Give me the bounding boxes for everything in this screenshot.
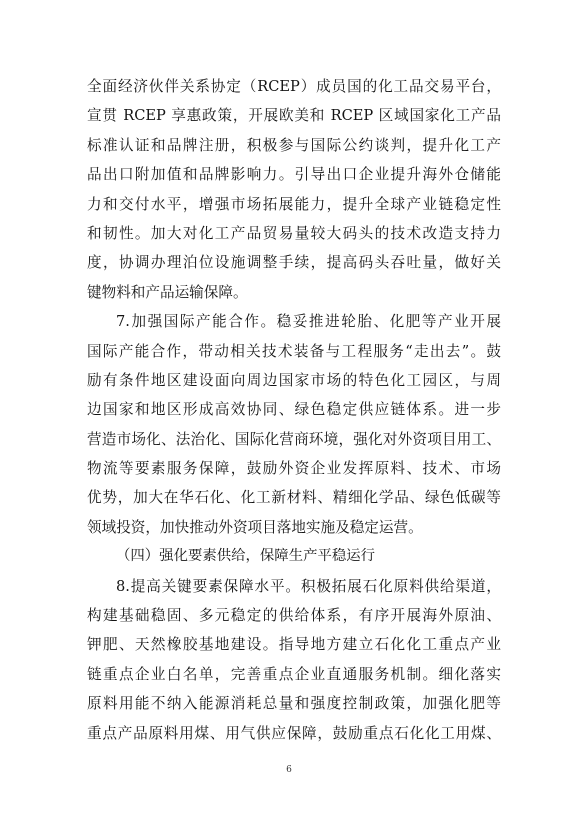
text-line: 重点产品原料用煤、用气供应保障，鼓励重点石化化工用煤、 [87,724,501,742]
text-line: 力和交付水平，增强市场拓展能力，提升全球产业链稳定性 [87,195,501,213]
text-line: 优势，加大在华石化、化工新材料、精细化学品、绿色低碳等 [87,489,501,507]
text-line: 励有条件地区建设面向周边国家市场的特色化工园区，与周 [87,371,501,389]
text-line: 钾肥、天然橡胶基地建设。指导地方建立石化化工重点产业 [87,636,501,654]
text-line: 度，协调办理泊位设施调整手续，提高码头吞吐量，做好关 [87,254,501,272]
section-heading: （四）强化要素供给，保障生产平稳运行 [116,548,376,565]
text-line: 链重点企业白名单，完善重点企业直通服务机制。细化落实 [87,665,501,683]
text-line: 8.提高关键要素保障水平。积极拓展石化原料供给渠道， [116,577,501,595]
text-line: 键物料和产品运输保障。 [87,283,248,301]
paragraph-international-capacity [87,307,501,542]
text-line: 品出口附加值和品牌影响力。引导出口企业提升海外仓储能 [87,166,501,184]
text-line: 宣贯 RCEP 享惠政策，开展欧美和 RCEP 区域国家化工产品 [87,107,501,125]
page-number: 6 [286,765,292,775]
text-line: 物流等要素服务保障，鼓励外资企业发挥原料、技术、市场 [87,460,501,478]
text-line: 7.加强国际产能合作。稳妥推进轮胎、化肥等产业开展 [116,313,501,331]
text-line: 全面经济伙伴关系协定（RCEP）成员国的化工品交易平台， [87,78,501,95]
document-body [87,72,501,748]
text-line: 原料用能不纳入能源消耗总量和强度控制政策，加强化肥等 [87,695,501,713]
paragraph-rcep-trade [87,72,501,307]
text-line: 领域投资，加快推动外资项目落地实施及稳定运营。 [87,518,423,536]
text-line: 国际产能合作，带动相关技术装备与工程服务“走出去”。鼓 [87,342,501,360]
text-line: 边国家和地区形成高效协同、绿色稳定供应链体系。进一步 [87,401,501,419]
text-line: 营造市场化、法治化、国际化营商环境，强化对外资项目用工、 [87,430,501,448]
text-line: 构建基础稳固、多元稳定的供给体系，有序开展海外原油、 [87,607,501,625]
paragraph-key-factors [87,572,501,748]
text-line: 和韧性。加大对化工产品贸易量较大码头的技术改造支持力 [87,224,501,242]
text-line: 标准认证和品牌注册，积极参与国际公约谈判，提升化工产 [87,136,501,154]
